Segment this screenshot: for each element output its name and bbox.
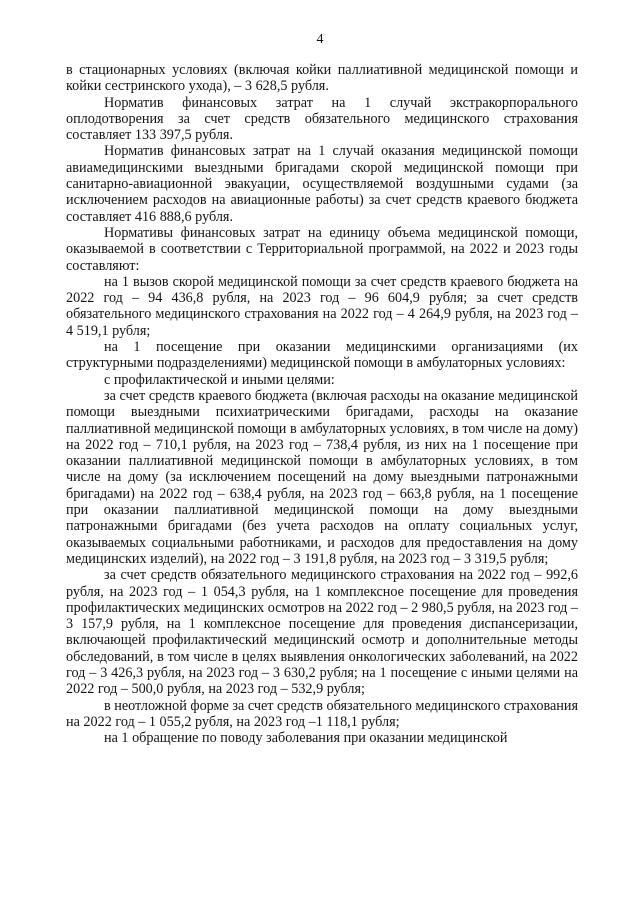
paragraph-10: в неотложной форме за счет средств обязательного медицинского страхования на 2022 год – 1 055,2 рубля, на 2023 год –1 118,1 рубля; xyxy=(66,697,578,730)
paragraph-2: Норматив финансовых затрат на 1 случай экстракорпорального оплодотворения за счет средств обязательного медицинского страхования составляет 133 397,5 рубля. xyxy=(66,94,578,144)
paragraph-9: за счет средств обязательного медицинского страхования на 2022 год – 992,6 рубля, на 2023 год – 1 054,3 рубля, на 1 комплексное посещение для проведения профилактических медицинских осмотров на 2022 год – 2 980,5 рубля, на 2023 год – 3 157,9 рубля, на 1 комплексное посещение для проведения диспансеризации, включающей профилактический медицинский осмотр и дополнительные методы обследований, в том числе в целях выявления онкологических заболеваний, на 2022 год – 3 426,3 рубля, на 2023 год – 3 630,2 рубля; на 1 посещение с иными целями на 2022 год – 500,0 рубля, на 2023 год – 532,9 рубля; xyxy=(66,567,578,698)
page-number: 4 xyxy=(316,32,324,47)
paragraph-11: на 1 обращение по поводу заболевания при оказании медицинской xyxy=(104,730,508,747)
paragraph-5: на 1 вызов скорой медицинской помощи за счет средств краевого бюджета на 2022 год – 94 436,8 рубля, на 2023 год – 96 604,9 рубля; за счет средств обязательного медицинского страхования на 2022 год – 4 264,9 рубля, на 2023 год – 4 519,1 рубля; xyxy=(66,273,578,339)
paragraph-4: Нормативы финансовых затрат на единицу объема медицинской помощи, оказываемой в соответствии с Территориальной программой, на 2022 и 2023 годы составляют: xyxy=(66,224,578,274)
paragraph-7: с профилактической и иными целями: xyxy=(104,371,335,388)
paragraph-8: за счет средств краевого бюджета (включая расходы на оказание медицинской помощи выездными психиатрическими бригадами, расходы на оказание паллиативной медицинской помощи в амбулаторных условиях, в том числе на дому) на 2022 год – 710,1 рубля, на 2023 год – 738,4 рубля, из них на 1 посещение при оказании паллиативной медицинской помощи в амбулаторных условиях, в том числе на дому (за исключением посещений на дому выездными патронажными бригадами) на 2022 год – 638,4 рубля, на 2023 год – 663,8 рубля, на 1 посещение при оказании паллиативной медицинской помощи на дому выездными патронажными бригадами (без учета расходов на оплату социальных услуг, оказываемых социальными работниками, и расходов для предоставления на дому медицинских изделий), на 2022 год – 3 191,8 рубля, на 2023 год – 3 319,5 рубля; xyxy=(66,387,578,567)
paragraph-6: на 1 посещение при оказании медицинскими организациями (их структурными подразделениями) медицинской помощи в амбулаторных условиях: xyxy=(66,339,578,372)
paragraph-3: Норматив финансовых затрат на 1 случай оказания медицинской помощи авиамедицинскими выездными бригадами скорой медицинской помощи при санитарно-авиационной эвакуации, осуществляемой воздушными судами (за исключением расходов на авиационные работы) за счет средств краевого бюджета составляет 416 888,6 рубля. xyxy=(66,143,578,225)
paragraph-1: в стационарных условиях (включая койки паллиативной медицинской помощи и койки сестринского ухода), – 3 628,5 рубля. xyxy=(66,62,578,95)
document-body xyxy=(66,62,578,746)
